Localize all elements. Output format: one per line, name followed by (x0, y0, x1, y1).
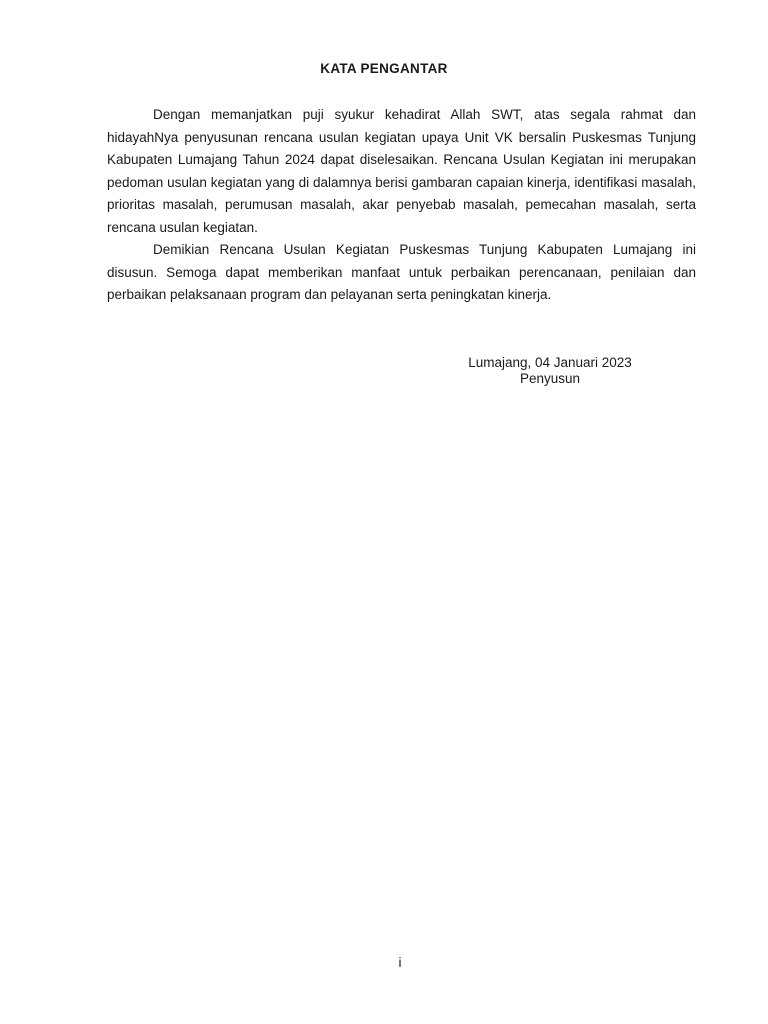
paragraph-closing: Demikian Rencana Usulan Kegiatan Puskesmas Tunjung Kabupaten Lumajang ini disusun. Semoga dapat memberikan manfaat untuk perbaikan perencanaan, penilaian dan perbaikan pelaksanaan program dan pelayanan serta peningkatan kinerja. (107, 242, 696, 302)
document-title: KATA PENGANTAR (320, 61, 448, 76)
document-body (107, 104, 696, 307)
page-number: i (398, 955, 402, 970)
paragraph-intro: Dengan memanjatkan puji syukur kehadirat Allah SWT, atas segala rahmat dan hidayahNya penyusunan rencana usulan kegiatan upaya Unit VK bersalin Puskesmas Tunjung Kabupaten Lumajang Tahun 2024 dapat diselesaikan. Rencana Usulan Kegiatan ini merupakan pedoman usulan kegiatan yang di dalamnya berisi gambaran capaian kinerja, identifikasi masalah, prioritas masalah, perumusan masalah, akar penyebab masalah, pemecahan masalah, serta rencana usulan kegiatan. (107, 107, 696, 235)
signature-place-date: Lumajang, 04 Januari 2023 (468, 355, 632, 370)
signature-block (440, 355, 660, 387)
signature-role: Penyusun (519, 371, 581, 386)
